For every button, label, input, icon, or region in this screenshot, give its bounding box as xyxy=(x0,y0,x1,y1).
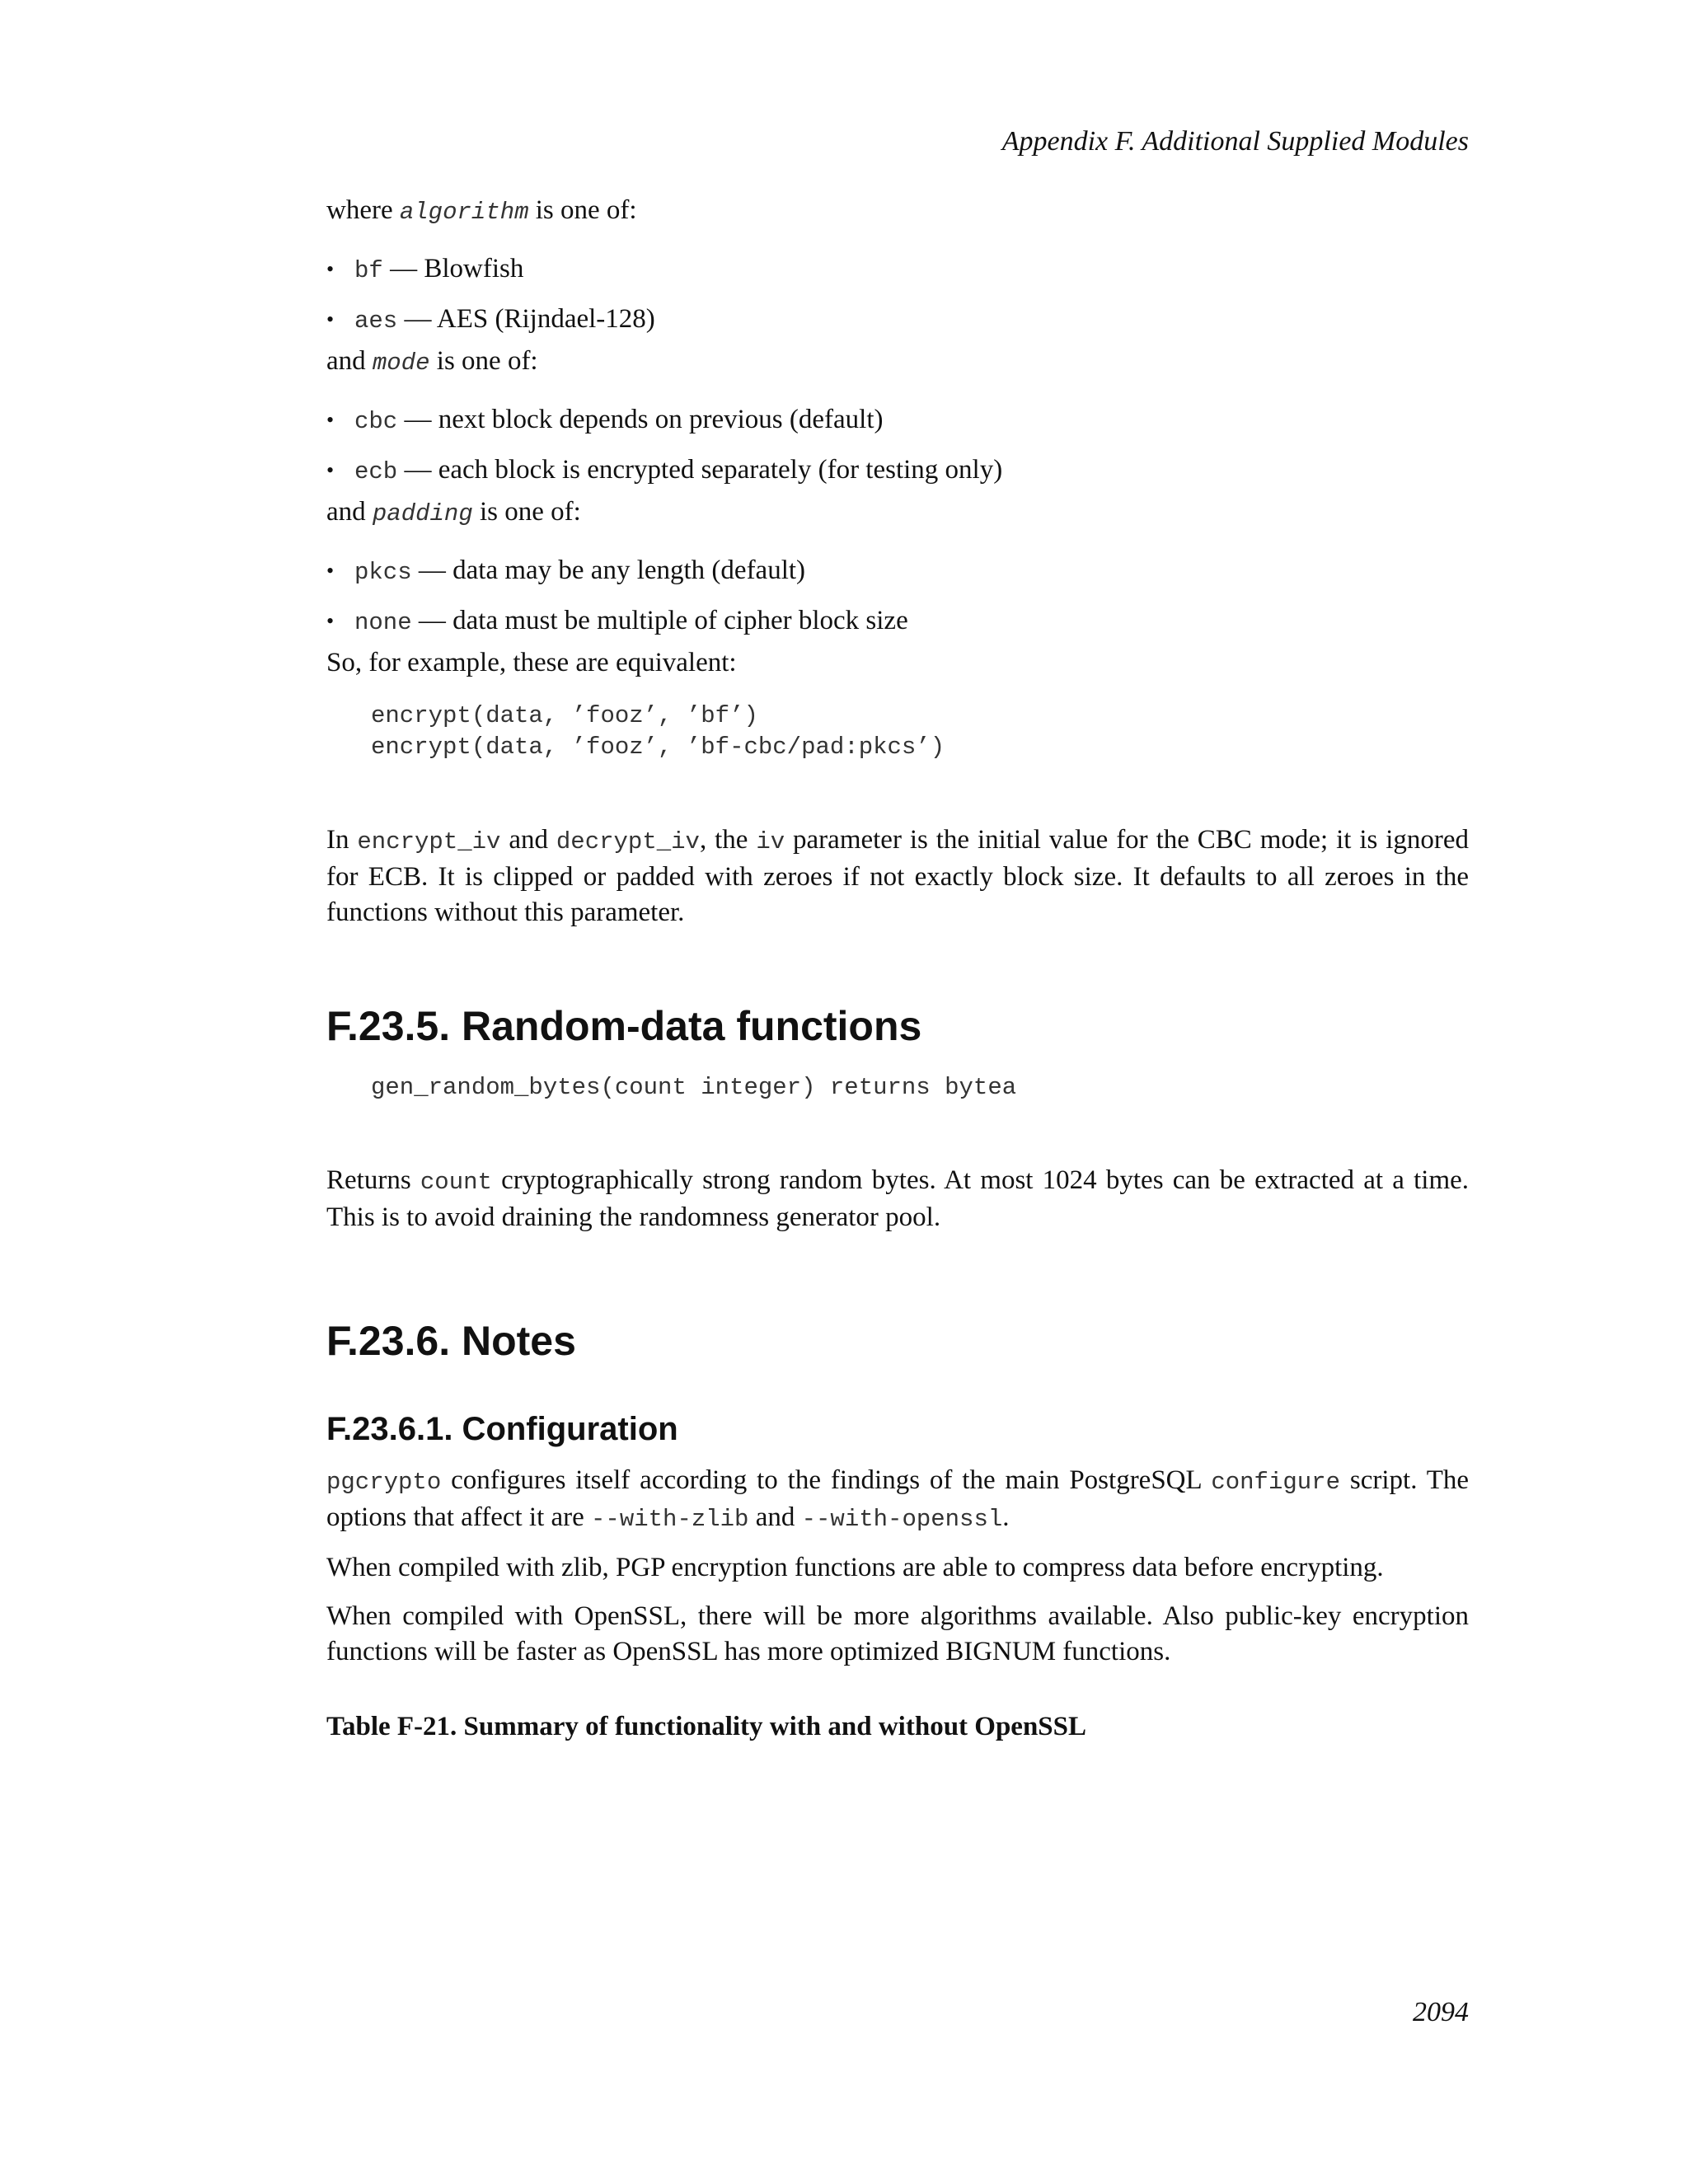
example-code-block xyxy=(326,701,1469,763)
iv-paragraph: In encrypt_iv and decrypt_iv, the iv parameter is the initial value for the CBC mode; it is ignored for ECB. It is clipped or padded with zeroes if not exactly block size. It defaults to all zeroes in the functions without this parameter. xyxy=(326,825,1470,927)
algorithm-intro: where algorithm is one of: xyxy=(326,195,637,226)
example-intro: So, for example, these are equivalent: xyxy=(326,648,737,677)
list-item: • aes — AES (Rijndael-128) xyxy=(326,304,655,335)
random-paragraph: Returns count cryptographically strong random bytes. At most 1024 bytes can be extracted at a time. This is to avoid draining the randomness generator pool. xyxy=(326,1165,1470,1232)
zlib-paragraph: When compiled with zlib, PGP encryption functions are able to compress data before encrypting. xyxy=(326,1553,1384,1582)
algorithm-list xyxy=(326,251,1469,339)
padding-term: padding xyxy=(372,500,473,527)
padding-list xyxy=(326,553,1469,640)
table-caption: Table F-21. Summary of functionality with and without OpenSSL xyxy=(326,1712,1087,1741)
code-line: gen_random_bytes(count integer) returns bytea xyxy=(371,1074,1017,1101)
mode-term: mode xyxy=(372,349,430,377)
configuration-paragraph: pgcrypto configures itself according to the findings of the main PostgreSQL configure script. The options that affect it are --with-zlib and --with-openssl. xyxy=(326,1465,1470,1533)
section-heading-notes: F.23.6. Notes xyxy=(326,1318,576,1364)
code-line: encrypt(data, ’fooz’, ’bf-cbc/pad:pkcs’) xyxy=(371,733,945,761)
mode-intro: and mode is one of: xyxy=(326,346,538,377)
list-item: • pkcs — data may be any length (default) xyxy=(326,555,806,586)
running-header: Appendix F. Additional Supplied Modules xyxy=(1001,126,1469,157)
list-item: • bf — Blowfish xyxy=(326,254,524,284)
list-item: • cbc — next block depends on previous (default) xyxy=(326,405,884,435)
subsection-heading-configuration: F.23.6.1. Configuration xyxy=(326,1411,678,1447)
code-line: encrypt(data, ’fooz’, ’bf’) xyxy=(371,702,758,729)
list-item: • none — data must be multiple of cipher block size xyxy=(326,606,908,636)
section-heading-random: F.23.5. Random-data functions xyxy=(326,1003,922,1049)
mode-list xyxy=(326,402,1469,490)
page-number: 2094 xyxy=(1413,1997,1469,2027)
openssl-paragraph: When compiled with OpenSSL, there will be more algorithms available. Also public-key encryption functions will be faster as OpenSSL has more optimized BIGNUM functions. xyxy=(326,1601,1469,1666)
page-content xyxy=(326,193,1469,1745)
list-item: • ecb — each block is encrypted separately (for testing only) xyxy=(326,455,1003,485)
random-signature-block xyxy=(326,1072,1469,1104)
padding-intro: and padding is one of: xyxy=(326,497,581,527)
algorithm-term: algorithm xyxy=(399,199,529,226)
